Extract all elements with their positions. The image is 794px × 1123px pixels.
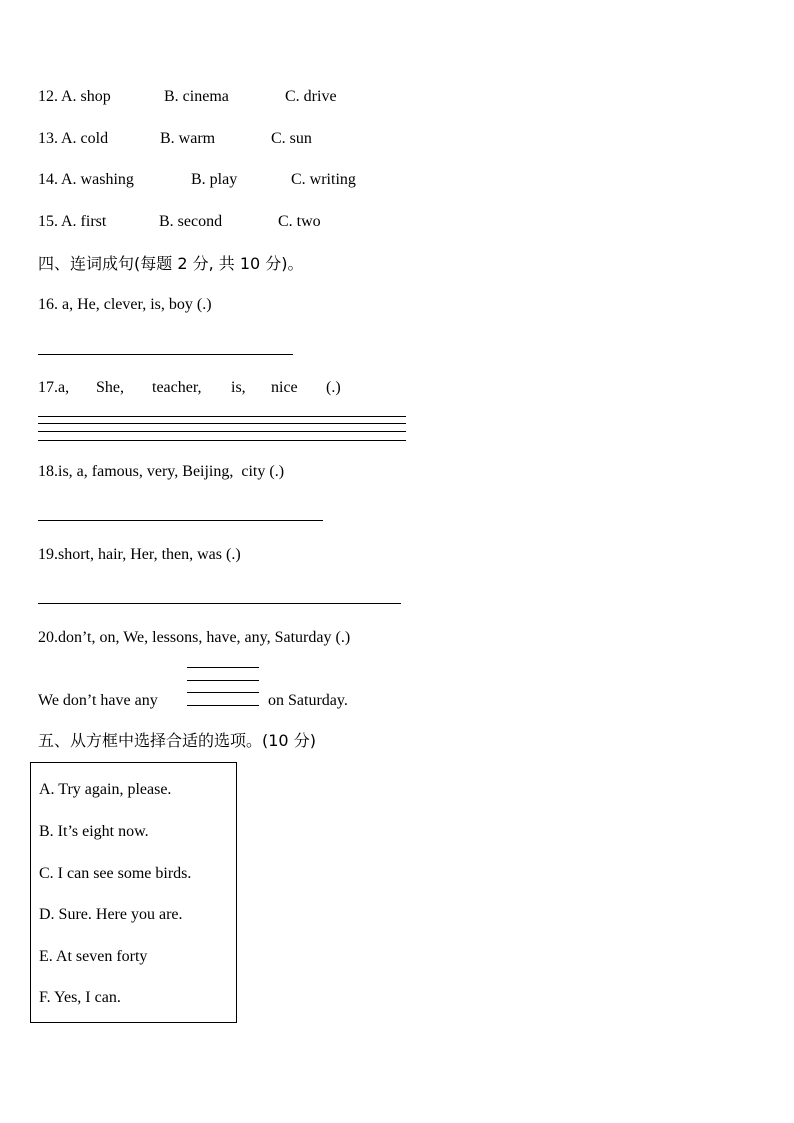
answer-prefix: We don’t have any xyxy=(38,692,158,709)
section-5-title: 五、从方框中选择合适的选项。(10 分) xyxy=(38,731,316,750)
question-number: 15. xyxy=(38,213,58,230)
box-option-d: D. Sure. Here you are. xyxy=(39,906,183,923)
box-option-b: B. It’s eight now. xyxy=(39,823,149,840)
answer-line[interactable] xyxy=(38,520,323,521)
option-c: C. sun xyxy=(271,130,312,147)
answer-suffix: on Saturday. xyxy=(268,692,348,709)
question-number: 13. xyxy=(38,130,58,147)
option-b: B. play xyxy=(191,171,238,188)
box-option-f: F. Yes, I can. xyxy=(39,989,121,1006)
option-a: A. shop xyxy=(61,88,111,105)
option-c: C. drive xyxy=(285,88,337,105)
option-b: B. second xyxy=(159,213,223,230)
answer-line[interactable] xyxy=(38,440,406,441)
word: (.) xyxy=(326,379,341,396)
answer-line[interactable] xyxy=(38,603,401,604)
option-a: A. cold xyxy=(61,130,109,147)
option-a: A. washing xyxy=(61,171,134,188)
section-4-title: 四、连词成句(每题 2 分, 共 10 分)。 xyxy=(38,254,304,273)
answer-line[interactable] xyxy=(38,416,406,417)
question-number: 12. xyxy=(38,88,58,105)
answer-line[interactable] xyxy=(38,423,406,424)
box-option-e: E. At seven forty xyxy=(39,948,148,965)
option-c: C. two xyxy=(278,213,321,230)
blank-line[interactable] xyxy=(187,667,259,668)
question-16: 16. a, He, clever, is, boy (.) xyxy=(38,296,212,313)
answer-line[interactable] xyxy=(38,354,293,355)
blank-line[interactable] xyxy=(187,680,259,681)
options-box xyxy=(30,762,237,1023)
word: teacher, xyxy=(152,379,202,396)
word: nice xyxy=(271,379,298,396)
option-b: B. cinema xyxy=(164,88,229,105)
word: is, xyxy=(231,379,246,396)
option-b: B. warm xyxy=(160,130,216,147)
question-number: 14. xyxy=(38,171,58,188)
option-a: A. first xyxy=(61,213,107,230)
blank-line[interactable] xyxy=(187,705,259,706)
box-option-c: C. I can see some birds. xyxy=(39,865,192,882)
answer-line[interactable] xyxy=(38,431,406,432)
question-20: 20.don’t, on, We, lessons, have, any, Saturday (.) xyxy=(38,629,351,646)
word: She, xyxy=(96,379,124,396)
option-c: C. writing xyxy=(291,171,356,188)
blank-line[interactable] xyxy=(187,692,259,693)
box-option-a: A. Try again, please. xyxy=(39,781,172,798)
question-19: 19.short, hair, Her, then, was (.) xyxy=(38,546,241,563)
question-18: 18.is, a, famous, very, Beijing, city (.) xyxy=(38,463,285,480)
question-number: 17.a, xyxy=(38,379,70,396)
